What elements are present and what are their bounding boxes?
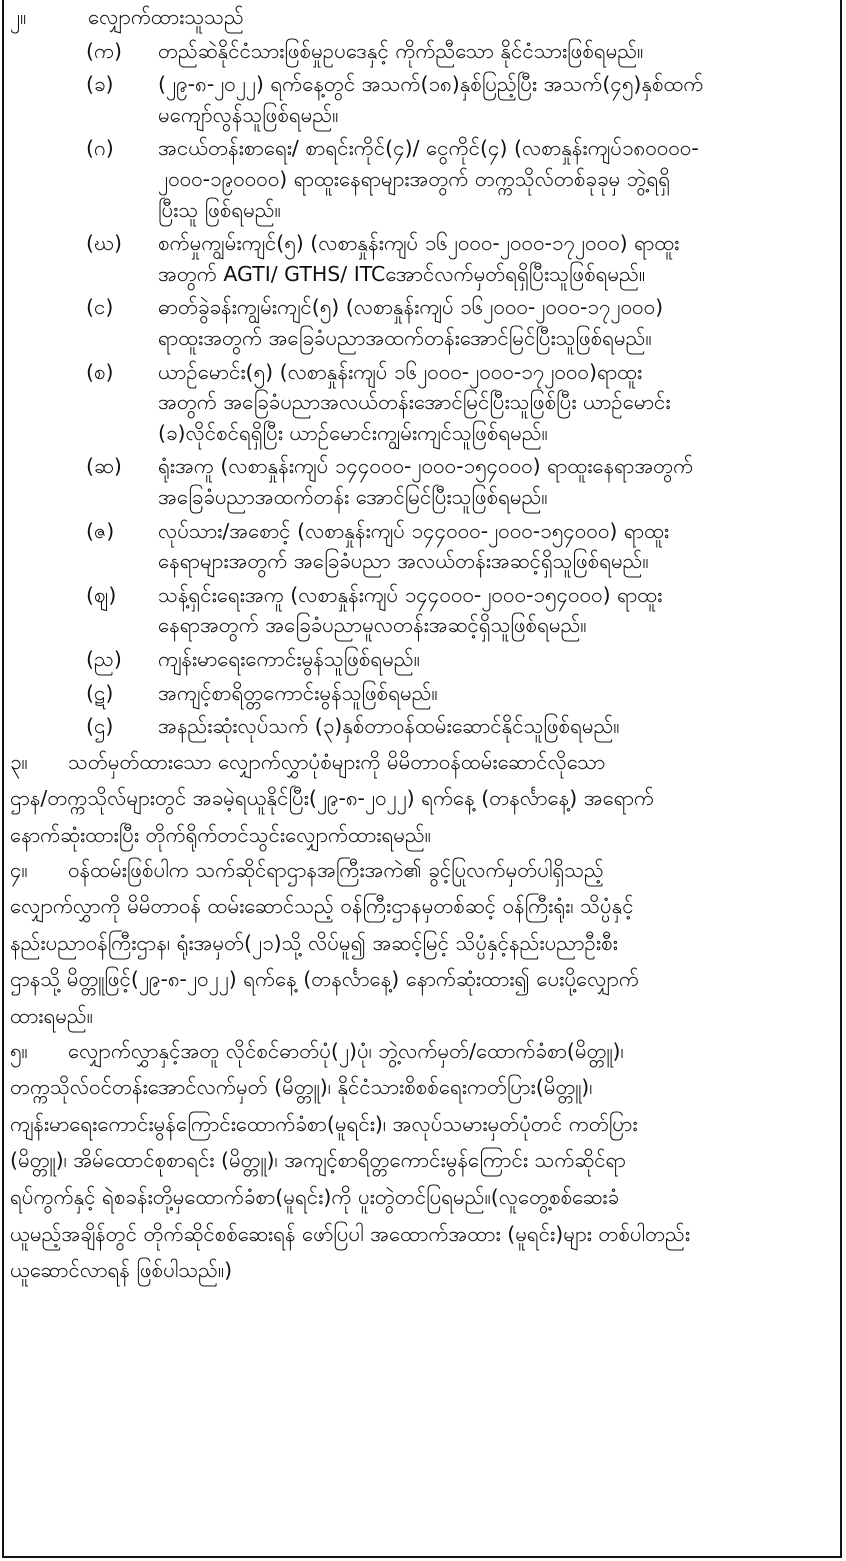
item-text-line: ရာထူးအတွက် အခြေခံပညာအထက်တန်းအောင်မြင်ပြီးသူဖြစ်ရမည်။: [158, 326, 652, 350]
paragraph-line: တက္ကသိုလ်ဝင်တန်းအောင်လက်မှတ် (မိတ္တူ)၊ နိုင်ငံသားစိစစ်ရေးကတ်ပြား(မိတ္တူ)၊: [10, 1075, 593, 1100]
item-text-line: အနည်းဆုံးလုပ်သက် (၃)နှစ်တာဝန်ထမ်းဆောင်နိုင်သူဖြစ်ရမည်။: [158, 714, 620, 739]
item-marker: (ဃ): [86, 231, 122, 256]
item-text-line: ပြီးသူ ဖြစ်ရမည်။: [158, 197, 281, 222]
paragraph-first-line: ဝန်ထမ်းဖြစ်ပါက သက်ဆိုင်ရာဌာနအကြီးအကဲ၏ ခွင့်ပြုလက်မှတ်ပါရှိသည့်: [68, 857, 604, 882]
item-marker: (ည): [86, 647, 122, 671]
paragraph-first-line: သတ်မှတ်ထားသော လျှောက်လွှာပုံစံများကို မိမိတာဝန်ထမ်းဆောင်လိုသော: [68, 749, 606, 774]
item-text-line: နေရာများအတွက် အခြေခံပညာ အလယ်တန်းအဆင့်ရှိသူဖြစ်ရမည်။: [158, 549, 649, 574]
paragraph-number: ၄။: [10, 857, 28, 882]
section-heading: လျှောက်ထားသူသည်: [88, 5, 244, 29]
item-text-line: အငယ်တန်းစာရေး/ စာရင်းကိုင်(၄)/ ငွေကိုင်(၄) (လစာနှုန်းကျပ်၁၈၀၀၀၀-: [158, 136, 699, 161]
item-text-line: နေရာအတွက် အခြေခံပညာမူလတန်းအဆင့်ရှိသူဖြစ်ရမည်။: [158, 613, 587, 638]
item-text-line: (ခ)လိုင်စင်ရရှိပြီး ယာဉ်မောင်းကျွမ်းကျင်သူဖြစ်ရမည်။: [158, 420, 548, 445]
paragraph-first-line: လျှောက်လွှာနှင့်အတူ လိုင်စင်ဓာတ်ပုံ(၂)ပုံ၊ ဘွဲ့လက်မှတ်/ထောက်ခံစာ(မိတ္တူ)၊: [68, 1038, 624, 1063]
item-marker: (ဇ): [86, 518, 115, 543]
item-marker: (ခ): [86, 72, 114, 97]
item-text-line: အကျင့်စာရိတ္တကောင်းမွန်သူဖြစ်ရမည်။: [158, 680, 438, 705]
item-marker: (ဋ): [86, 680, 114, 705]
item-text-line: မကျော်လွန်သူဖြစ်ရမည်။: [158, 102, 339, 127]
paragraph-line: နောက်ဆုံးထားပြီး တိုက်ရိုက်တင်သွင်းလျှောက်ထားရမည်။: [10, 823, 431, 847]
item-marker: (စ): [86, 359, 114, 384]
paragraph-line: လျှောက်လွှာကို မိမိတာဝန် ထမ်းဆောင်သည့် ဝန်ကြီးဌာနမှတစ်ဆင့် ဝန်ကြီးရုံး၊ သိပ္ပံနှင့်: [10, 894, 634, 919]
item-marker: (ဈ): [86, 582, 117, 607]
paragraph-line: ဌာန/တက္ကသိုလ်များတွင် အခမဲ့ရယူနိုင်ပြီး(၂၉-၈-၂၀၂၂) ရက်နေ့ (တနင်္လာနေ့) အရောက်: [10, 786, 654, 811]
item-text-line: အတွက် AGTI/ GTHS/ ITCအောင်လက်မှတ်ရရှိပြီးသူဖြစ်ရမည်။: [158, 261, 646, 286]
paragraph-line: ဌာနသို့ မိတ္တူဖြင့်(၂၉-၈-၂၀၂၂) ရက်နေ့ (တနင်္လာနေ့) နောက်ဆုံးထား၍ ပေးပို့လျှောက်: [10, 967, 639, 992]
paragraph-line: ယူမည့်အချိန်တွင် တိုက်ဆိုင်စစ်ဆေးရန် ဖော်ပြပါ အထောက်အထား (မူရင်း)များ တစ်ပါတည်း: [10, 1221, 691, 1246]
paragraph-line: ထားရမည်။: [10, 1004, 93, 1028]
paragraph-line: ကျန်းမာရေးကောင်းမွန်ကြောင်းထောက်ခံစာ(မူရင်း)၊ အလုပ်သမားမှတ်ပုံတင် ကတ်ပြား: [10, 1111, 638, 1136]
item-text-line: ရုံးအကူ (လစာနှုန်းကျပ် ၁၄၄၀၀၀-၂၀၀၀-၁၅၄၀၀၀) ရာထူးနေရာအတွက်: [158, 454, 694, 479]
item-marker: (ဂ): [86, 136, 114, 161]
item-marker: (ဆ): [86, 454, 122, 479]
item-text-line: ယာဉ်မောင်း(၅) (လစာနှုန်းကျပ် ၁၆၂၀၀၀-၂၀၀၀-၁၇၂၀၀၀)ရာထူး: [158, 359, 643, 384]
item-text-line: (၂၉-၈-၂၀၂၂) ရက်နေ့တွင် အသက်(၁၈)နှစ်ပြည့်ပြီး အသက်(၄၅)နှစ်ထက်: [158, 72, 704, 97]
item-text-line: ၂၀၀၀-၁၉၀၀၀၀) ရာထူးနေရာများအတွက် တက္ကသိုလ်တစ်ခုခုမှ ဘွဲ့ရရှိ: [158, 167, 670, 191]
paragraph-number: ၃။: [10, 749, 28, 774]
item-marker: (င): [86, 295, 114, 320]
item-text-line: အတွက် အခြေခံပညာအလယ်တန်းအောင်မြင်ပြီးသူဖြစ်ပြီး ယာဉ်မောင်း: [158, 390, 671, 415]
item-text-line: တည်ဆဲနိုင်ငံသားဖြစ်မှုဥပဒေနှင့် ကိုက်ညီသော နိုင်ငံသားဖြစ်ရမည်။: [158, 38, 644, 63]
item-text-line: သန့်ရှင်းရေးအကူ (လစာနှုန်းကျပ် ၁၄၄၀၀၀-၂၀၀၀-၁၅၄၀၀၀) ရာထူး: [158, 582, 663, 607]
item-text-line: ကျန်းမာရေးကောင်းမွန်သူဖြစ်ရမည်။: [158, 647, 420, 671]
paragraph-line: ရပ်ကွက်နှင့် ရဲစခန်းတို့မှထောက်ခံစာ(မူရင်း)ကို ပူးတွဲတင်ပြရမည်။(လူတွေ့စစ်ဆေးခံ: [10, 1185, 620, 1209]
item-marker: (ဌ): [86, 714, 114, 739]
paragraph-number: ၅။: [10, 1038, 28, 1063]
paragraph-line: နည်းပညာဝန်ကြီးဌာန၊ ရုံးအမှတ်(၂၁)သို့ လိပ်မူ၍ အဆင့်မြင့် သိပ္ပံနှင့်နည်းပညာဦးစီး: [10, 930, 618, 955]
paragraph-line: ယူဆောင်လာရန် ဖြစ်ပါသည်။): [10, 1258, 233, 1283]
item-text-line: အခြေခံပညာအထက်တန်း အောင်မြင်ပြီးသူဖြစ်ရမည်။: [158, 485, 548, 509]
item-marker: (က): [86, 38, 123, 63]
item-text-line: လုပ်သား/အစောင့် (လစာနှုန်းကျပ် ၁၄၄၀၀၀-၂၀၀၀-၁၅၄၀၀၀) ရာထူး: [158, 518, 670, 543]
paragraph-line: (မိတ္တူ)၊ အိမ်ထောင်စုစာရင်း (မိတ္တူ)၊ အကျင့်စာရိတ္တကောင်းမွန်ကြောင်း သက်ဆိုင်ရာ: [10, 1148, 626, 1173]
item-text-line: ဓာတ်ခွဲခန်းကျွမ်းကျင်(၅) (လစာနှုန်းကျပ် ၁၆၂၀၀၀-၂၀၀၀-၁၇၂၀၀၀): [158, 295, 664, 320]
item-text-line: စက်မှုကျွမ်းကျင်(၅) (လစာနှုန်းကျပ် ၁၆၂၀၀၀-၂၀၀၀-၁၇၂၀၀၀) ရာထူး: [158, 231, 680, 256]
section-number: ၂။: [10, 5, 27, 29]
